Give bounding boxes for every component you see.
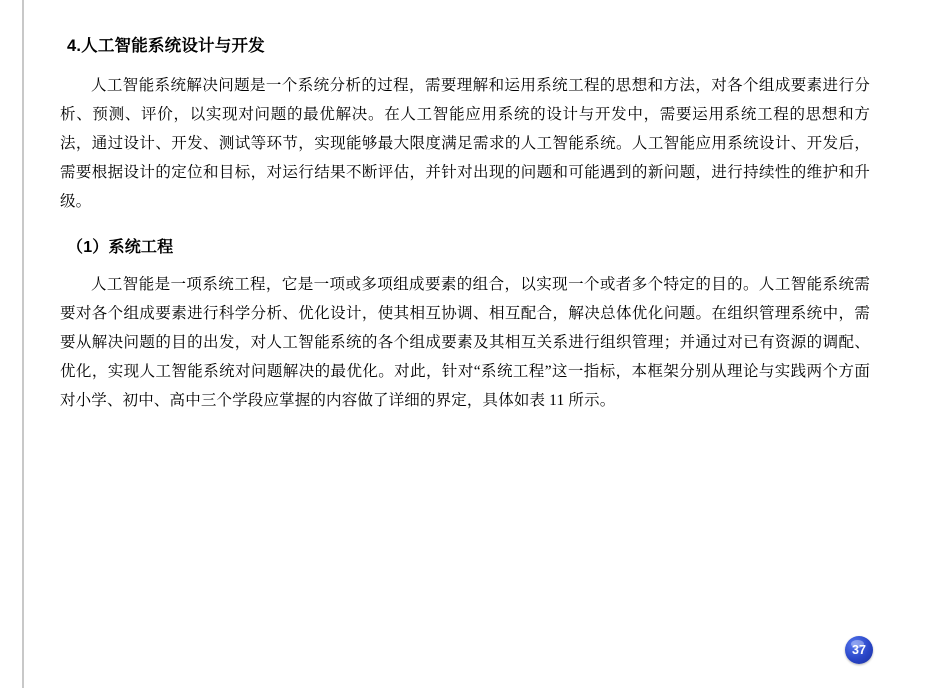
subsection-heading: （1）系统工程	[67, 238, 174, 256]
page-left-rule	[22, 0, 24, 688]
page-number-badge	[845, 636, 873, 664]
paragraph-spacer	[60, 216, 870, 236]
page-number-label: 37	[852, 643, 866, 657]
body-paragraph-2: 人工智能是一项系统工程，它是一项或多项组成要素的组合，以实现一个或者多个特定的目的。人工智能系统需要对各个组成要素进行科学分析、优化设计，使其相互协调、相互配合，解决总体优化问题。在组织管理系统中，需要从解决问题的目的出发，对人工智能系统的各个组成要素及其相互关系进行组织管理；并通过对已有资源的调配、优化，实现人工智能系统对问题解决的最优化。对此，针对“系统工程”这一指标，本框架分别从理论与实践两个方面对小学、初中、高中三个学段应掌握的内容做了详细的界定，具体如表 11 所示。	[60, 275, 870, 409]
page-content	[60, 34, 870, 415]
section-heading: 4.人工智能系统设计与开发	[67, 37, 265, 55]
body-paragraph-1: 人工智能系统解决问题是一个系统分析的过程，需要理解和运用系统工程的思想和方法，对各个组成要素进行分析、预测、评价，以实现对问题的最优解决。在人工智能应用系统的设计与开发中，需要运用系统工程的思想和方法，通过设计、开发、测试等环节，实现能够最大限度满足需求的人工智能系统。人工智能应用系统设计、开发后，需要根据设计的定位和目标，对运行结果不断评估，并针对出现的问题和可能遇到的新问题，进行持续性的维护和升级。	[60, 76, 870, 210]
